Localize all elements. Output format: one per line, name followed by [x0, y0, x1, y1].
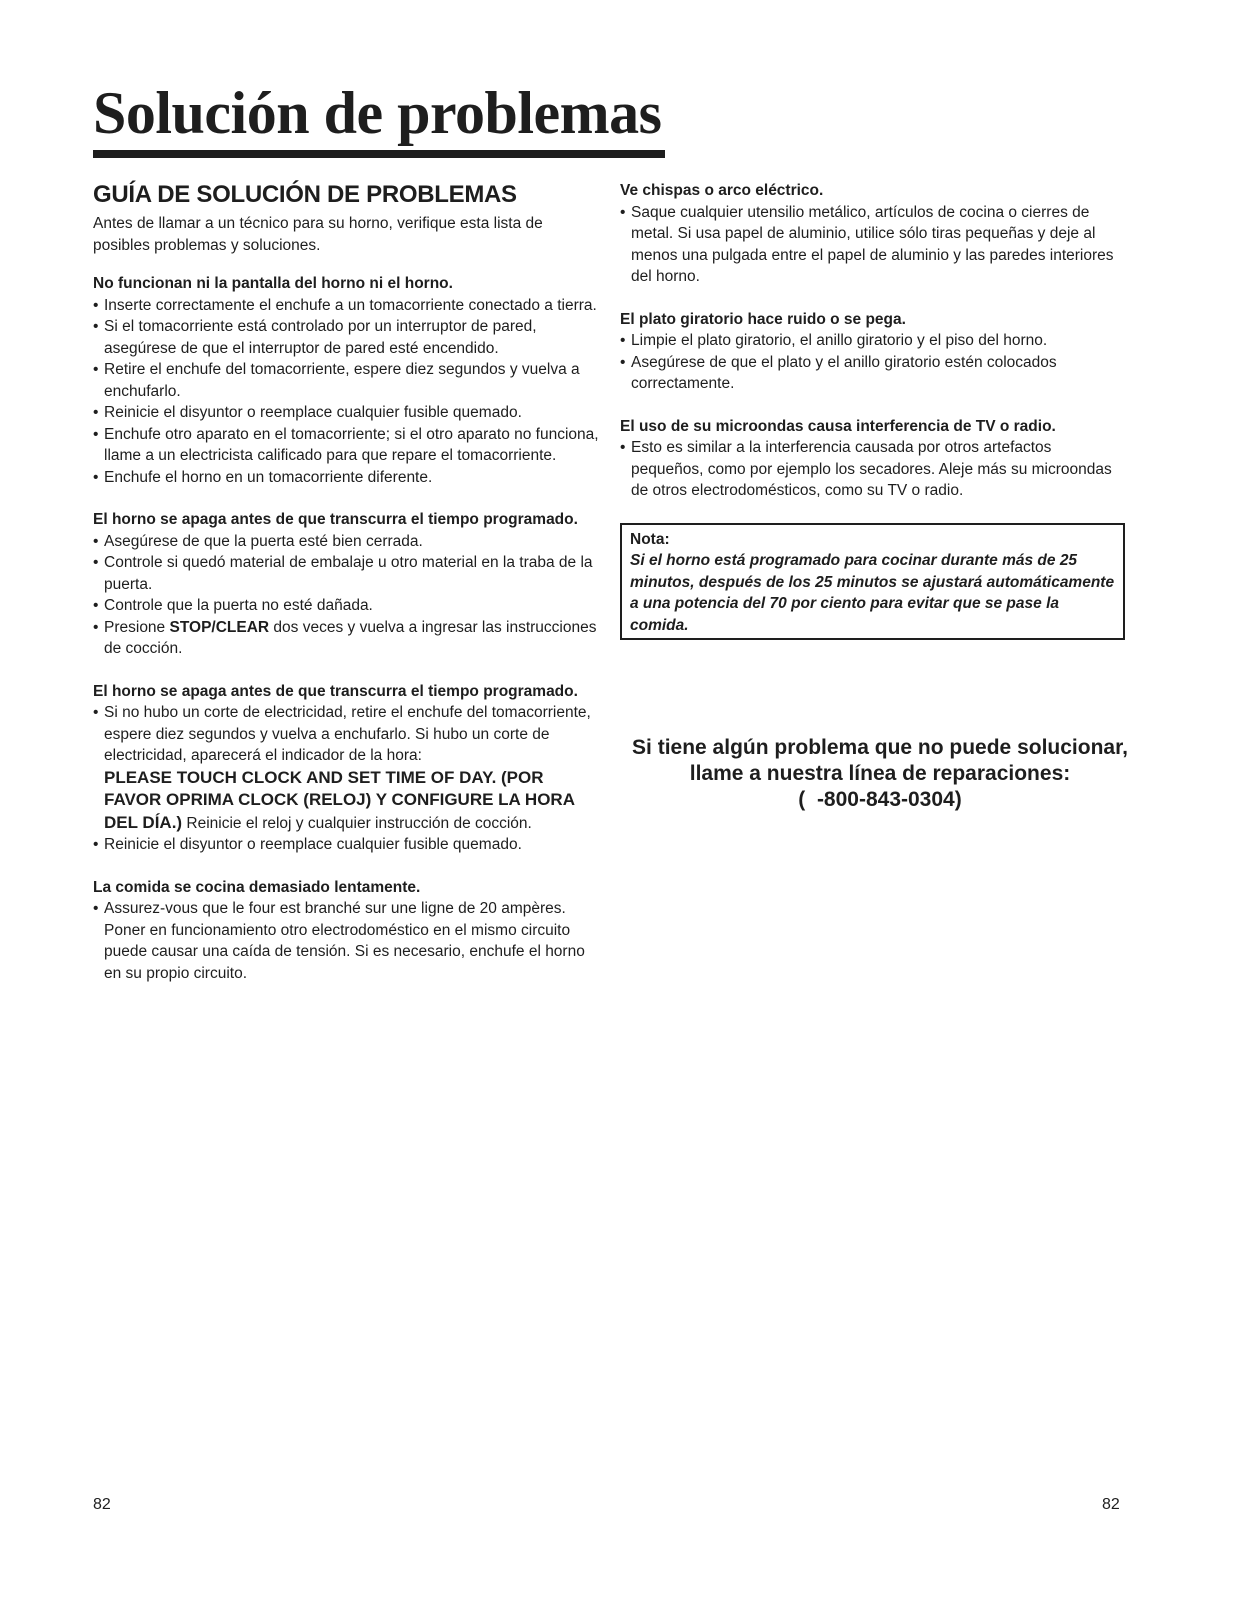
list-item: • Inserte correctamente el enchufe a un tomacorriente conectado a tierra.	[93, 295, 603, 317]
list-item: • Saque cualquier utensilio metálico, artículos de cocina o cierres de metal. Si usa papel de aluminio, utilice sólo tiras pequeñas y deje al menos una pulgada entre el papel de aluminio y las paredes interiores del horno.	[620, 202, 1125, 288]
guide-heading: GUÍA DE SOLUCIÓN DE PROBLEMAS	[93, 181, 517, 208]
bullet-list	[620, 437, 1125, 502]
section-turntable	[620, 309, 1125, 395]
item-text: Presione	[104, 618, 170, 636]
list-item	[93, 702, 603, 834]
note-text: Si el horno está programado para cocinar durante más de 25 minutos, después de los 25 minutos se ajustará automáticamente a una potencia del 70 por ciento para evitar que se pase la comida.	[630, 552, 1115, 634]
display-message: PLEASE TOUCH CLOCK AND SET TIME OF DAY. (POR FAVOR OPRIMA CLOCK (RELOJ) Y CONFIGURE LA HORA DEL DÍA.)	[104, 767, 575, 832]
section-interference	[620, 416, 1125, 502]
bullet-list	[620, 330, 1125, 395]
section-no-power	[93, 273, 603, 488]
stop-clear-key-label: STOP/CLEAR	[169, 618, 270, 636]
section-title: La comida se cocina demasiado lentamente.	[93, 878, 421, 896]
bullet-list	[93, 531, 603, 660]
list-item: • Asegúrese de que el plato y el anillo giratorio estén colocados correctamente.	[620, 352, 1125, 395]
section-oven-stops-power	[93, 681, 603, 856]
bullet-list	[93, 295, 603, 489]
section-title: El horno se apaga antes de que transcurra el tiempo programado.	[93, 511, 578, 528]
item-text: Reinicie el reloj y cualquier instrucción de cocción.	[182, 814, 532, 832]
list-item: • Enchufe el horno en un tomacorriente diferente.	[93, 467, 603, 489]
contact-phone: ( -800-843-0304)	[798, 788, 962, 811]
section-title: El uso de su microondas causa interferencia de TV o radio.	[620, 417, 1056, 435]
bullet-list	[93, 702, 603, 856]
note-box	[620, 523, 1125, 641]
right-column	[620, 180, 1125, 640]
page-number-left: 82	[93, 1496, 111, 1513]
list-item: • Assurez-vous que le four est branché sur une ligne de 20 ampères. Poner en funcionamiento otro electrodoméstico en el mismo circuito puede causar una caída de tensión. Si es necesario, enchufe el horno en su propio circuito.	[93, 898, 603, 984]
section-sparks	[620, 180, 1125, 288]
list-item: • Retire el enchufe del tomacorriente, espere diez segundos y vuelva a enchufarlo.	[93, 359, 603, 402]
list-item: • Controle si quedó material de embalaje u otro material en la traba de la puerta.	[93, 552, 603, 595]
note-title: Nota:	[630, 530, 670, 548]
list-item: • Enchufe otro aparato en el tomacorriente; si el otro aparato no funciona, llame a un electricista calificado para que repare el tomacorriente.	[93, 424, 603, 467]
contact-text: Si tiene algún problema que no puede solucionar, llame a nuestra línea de reparaciones:	[632, 736, 1128, 785]
section-title: No funcionan ni la pantalla del horno ni el horno.	[93, 275, 453, 292]
section-title: El plato giratorio hace ruido o se pega.	[620, 310, 906, 328]
guide-intro: Antes de llamar a un técnico para su horno, verifique esta lista de posibles problemas y soluciones.	[93, 215, 543, 254]
list-item: • Limpie el plato giratorio, el anillo giratorio y el piso del horno.	[620, 330, 1125, 352]
page-number-right: 82	[1102, 1496, 1120, 1513]
list-item: • Reinicie el disyuntor o reemplace cualquier fusible quemado.	[93, 834, 603, 856]
list-item: • Si el tomacorriente está controlado por un interruptor de pared, asegúrese de que el interruptor de pared esté encendido.	[93, 316, 603, 359]
left-column	[93, 180, 603, 1005]
title-underline	[93, 150, 665, 158]
section-title: Ve chispas o arco eléctrico.	[620, 182, 824, 199]
list-item: • Asegúrese de que la puerta esté bien cerrada.	[93, 531, 603, 553]
service-contact	[620, 735, 1140, 813]
bullet-list	[620, 202, 1125, 288]
section-oven-stops	[93, 509, 603, 660]
item-text: Si no hubo un corte de electricidad, retire el enchufe del tomacorriente, espere diez segundos y vuelva a enchufarlo. Si hubo un corte de electricidad, aparecerá el indicador de la hora:	[104, 704, 591, 764]
list-item: • Controle que la puerta no esté dañada.	[93, 595, 603, 617]
item-text: dos veces y vuelva a ingresar las instrucciones de cocción.	[104, 618, 597, 657]
section-title: El horno se apaga antes de que transcurra el tiempo programado.	[93, 682, 578, 700]
list-item: • Reinicie el disyuntor o reemplace cualquier fusible quemado.	[93, 402, 603, 424]
bullet-list	[93, 898, 603, 984]
list-item: • Esto es similar a la interferencia causada por otros artefactos pequeños, como por ejemplo los secadores. Aleje más su microondas de otros electrodomésticos, como su TV o radio.	[620, 437, 1125, 502]
list-item	[93, 617, 603, 660]
page-title: Solución de problemas	[93, 80, 662, 146]
section-slow-cooking	[93, 877, 603, 985]
